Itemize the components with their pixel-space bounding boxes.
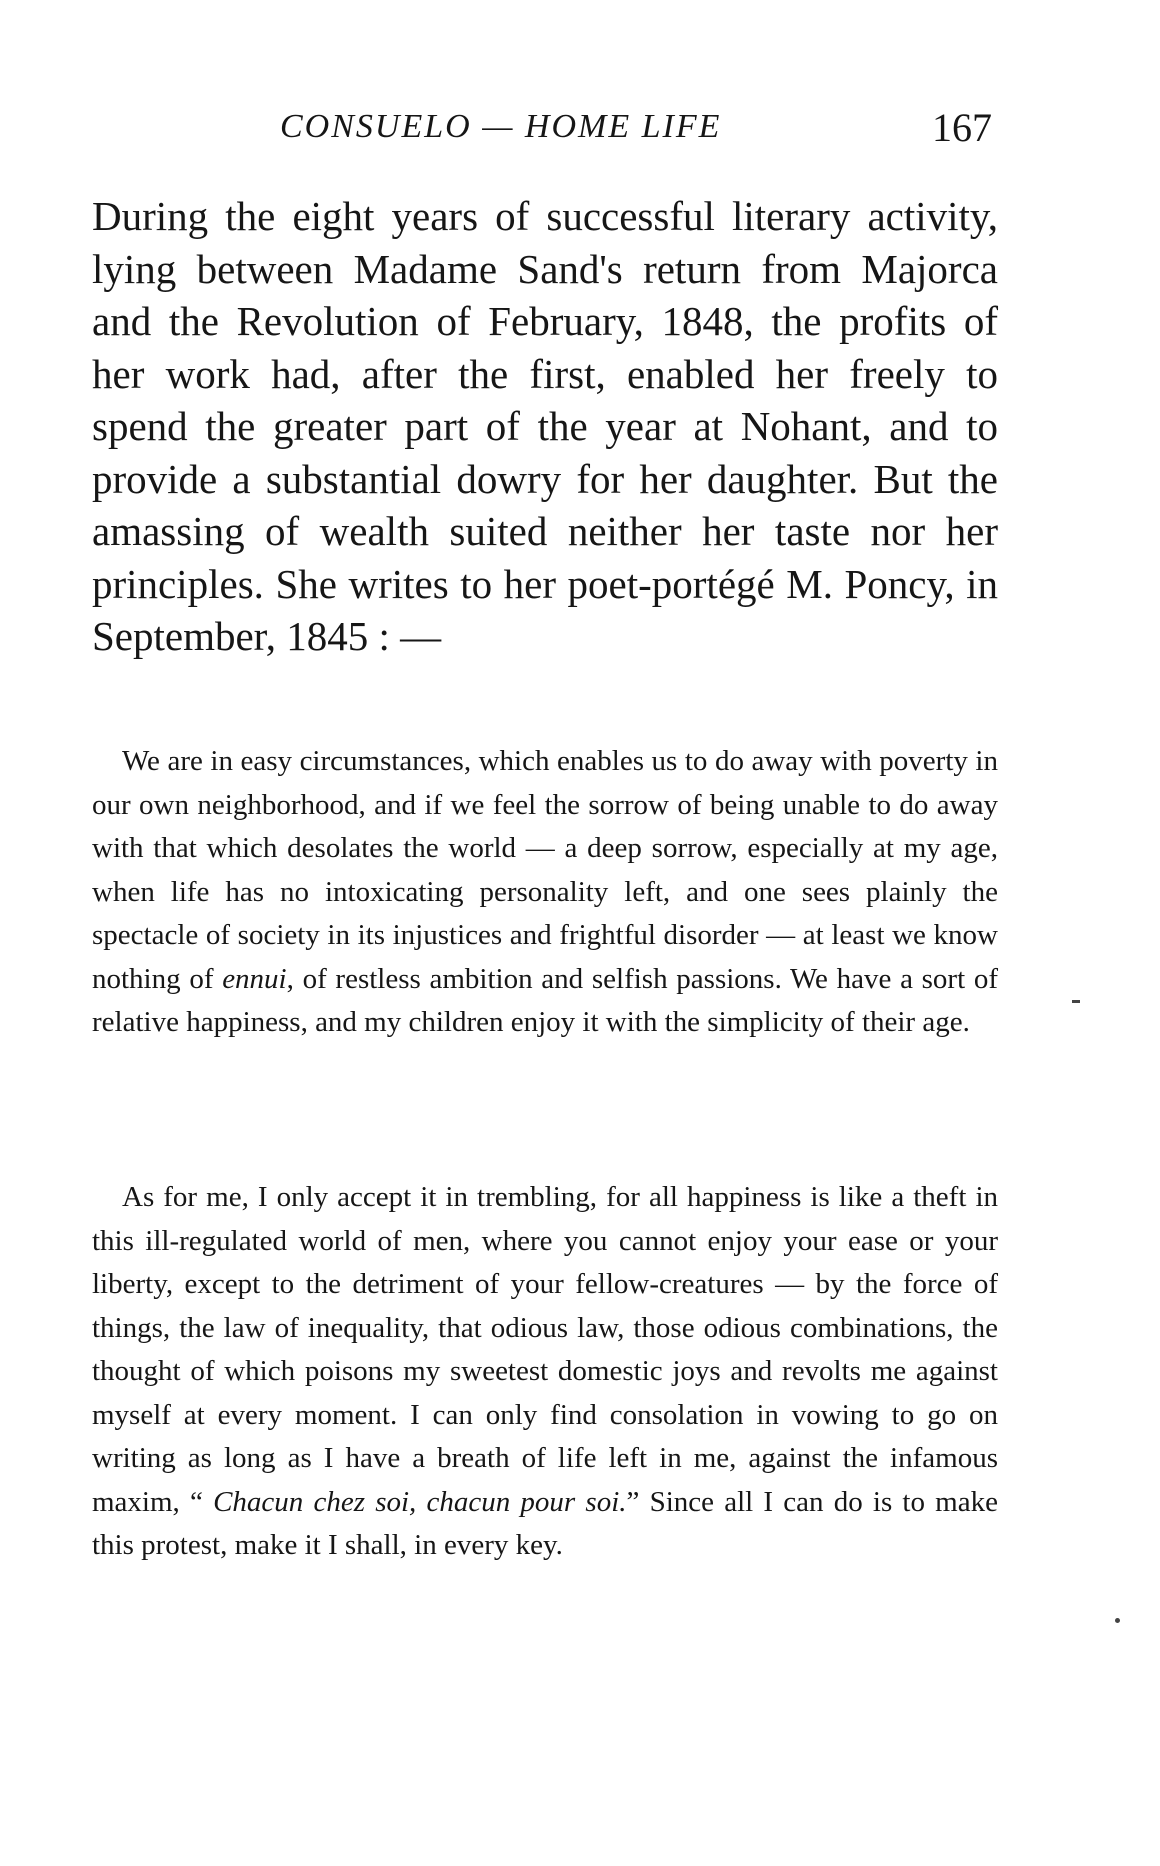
body-paragraph: During the eight years of successful literary activity, lying between Madame Sand's return from Majorca and the Revolution of February, 1848, the profits of her work had, after the first, enabled her freely to spend the greater part of the year at Nohant, and to provide a substantial dowry for her daughter. But the amassing of wealth suited neither her taste nor her principles. She writes to her poet-portégé M. Poncy, in September, 1845 : —	[92, 193, 998, 659]
quoted-letter-paragraph-2	[92, 1176, 998, 1568]
quote-2-text-after: ” Since all I can do is to make this protest, make it I shall, in every key.	[92, 1485, 998, 1561]
quoted-letter-paragraph-1	[92, 740, 998, 1045]
page-number: 167	[932, 105, 992, 150]
quote-2-text-before: As for me, I only accept it in trembling, for all happiness is like a theft in this ill-regulated world of men, where you cannot enjoy your ease or your liberty, except to the detriment of your fellow-creatures — by the force of things, the law of inequality, that odious law, those odious combinations, the thought of which poisons my sweetest domestic joys and revolts me against myself at every moment. I can only find consolation in vowing to go on writing as long as I have a breath of life left in me, against the infamous maxim, “	[92, 1181, 998, 1518]
margin-dot	[1115, 1618, 1120, 1623]
quote-1-text-before: We are in easy circumstances, which enables us to do away with poverty in our own neighborhood, and if we feel the sorrow of being unable to do away with that which desolates the world — a deep sorrow, especially at my age, when life has no intoxicating personality left, and one sees plainly the spectacle of society in its injustices and frightful disorder — at least we know nothing of	[92, 745, 998, 995]
quote-2-italic-maxim: Chacun chez soi, chacun pour soi.	[213, 1485, 627, 1518]
running-title: CONSUELO — HOME LIFE	[280, 108, 722, 145]
margin-speck	[1072, 1000, 1080, 1003]
quote-1-text-after: , of restless ambition and selfish passions. We have a sort of relative happiness, and my children enjoy it with the simplicity of their age.	[92, 962, 999, 1038]
quote-1-italic-word: ennui	[222, 962, 287, 995]
